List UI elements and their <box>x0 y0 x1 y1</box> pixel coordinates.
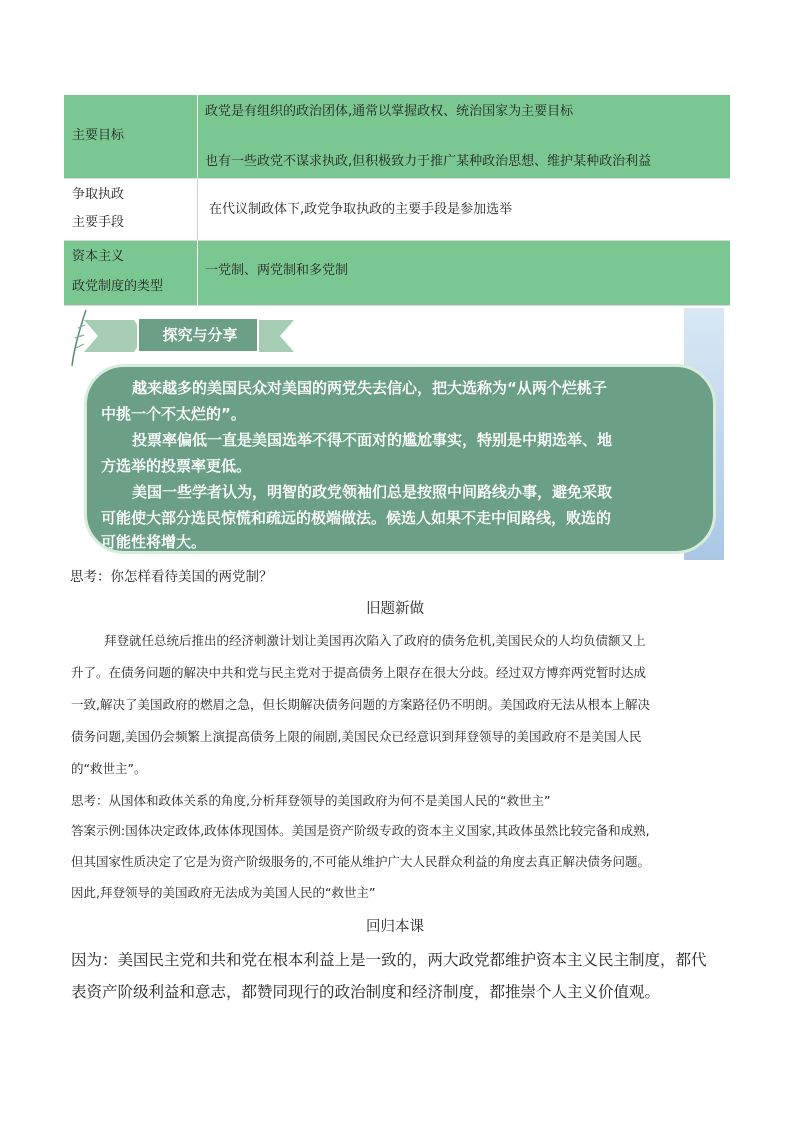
paragraph-line: 表资产阶级利益和意志，都赞同现行的政治制度和经济制度，都推崇个人主义价值观。 <box>71 983 661 1001</box>
section-heading: 旧题新做 <box>366 601 424 617</box>
row-label: 资本主义 <box>72 249 125 264</box>
info-table <box>64 95 730 306</box>
table-label-cell <box>64 95 198 178</box>
answer-line: 答案示例:国体决定政体,政体体现国体。美国是资产阶级专政的资本主义国家,其政体虽然比较完备和成熟, <box>71 823 650 838</box>
panel-title: 探究与分享 <box>162 326 238 344</box>
row-label: 主要手段 <box>72 215 125 230</box>
row-label: 争取执政 <box>72 187 125 202</box>
table-label-cell <box>64 241 198 305</box>
analysis-question: 思考：从国体和政体关系的角度,分析拜登领导的美国政府为何不是美国人民的“救世主” <box>71 793 551 808</box>
row-content: 也有一些政党不谋求执政,但积极致力于推广某种政治思想、维护某种政治利益 <box>205 154 652 169</box>
row-label: 主要目标 <box>72 128 125 143</box>
paragraph-line: 的“救世主”。 <box>71 761 147 776</box>
row-content: 在代议制政体下,政党争取执政的主要手段是参加选举 <box>209 202 513 217</box>
paragraph-line: 因为：美国民主党和共和党在根本利益上是一致的，两大政党都维护资本主义民主制度，都代 <box>71 951 707 969</box>
bubble-line: 中挑一个不太烂的”。 <box>101 405 246 423</box>
paragraph-line: 升了。在债务问题的解决中共和党与民主党对于提高债务上限存在很大分歧。经过双方博弈两党暂时达成 <box>71 665 647 680</box>
bubble-line: 可能性将增大。 <box>101 533 207 551</box>
row-label: 政党制度的类型 <box>72 279 164 294</box>
bubble-line: 越来越多的美国民众对美国的两党失去信心，把大选称为“从两个烂桃子 <box>132 379 607 397</box>
bubble-line: 可能使大部分选民惊慌和疏远的极端做法。候选人如果不走中间路线，败选的 <box>101 509 612 527</box>
table-row <box>64 179 730 241</box>
row-content: 政党是有组织的政治团体,通常以掌握政权、统治国家为主要目标 <box>205 104 574 119</box>
paragraph-line: 拜登就任总统后推出的经济刺激计划让美国再次陷入了政府的债务危机,美国民众的人均负债额又上 <box>104 633 646 648</box>
table-row <box>64 95 730 179</box>
quote-bubble <box>84 364 716 554</box>
answer-line: 但其国家性质决定了它是为资产阶级服务的,不可能从维护广大人民群众利益的角度去真正解决债务问题。 <box>71 854 650 869</box>
row-content: 一党制、两党制和多党制 <box>205 263 349 278</box>
section-heading: 回归本课 <box>366 919 424 935</box>
paragraph-line: 一致,解决了美国政府的燃眉之急，但长期解决债务问题的方案路径仍不明朗。美国政府无法从根本上解决 <box>71 697 650 712</box>
think-question: 思考：你怎样看待美国的两党制？ <box>70 569 273 585</box>
table-row <box>64 241 730 306</box>
answer-line: 因此,拜登领导的美国政府无法成为美国人民的“救世主” <box>71 885 376 900</box>
bubble-line: 美国一些学者认为，明智的政党领袖们总是按照中间路线办事，避免采取 <box>132 483 613 501</box>
paragraph-line: 债务问题,美国仍会频繁上演提高债务上限的闹剧,美国民众已经意识到拜登领导的美国政府不是美国人民 <box>71 729 642 744</box>
table-label-cell <box>64 179 198 240</box>
explore-share-panel <box>70 308 724 560</box>
bubble-line: 投票率偏低一直是美国选举不得不面对的尴尬事实，特别是中期选举、地 <box>132 431 613 449</box>
bubble-line: 方选举的投票率更低。 <box>101 457 252 475</box>
